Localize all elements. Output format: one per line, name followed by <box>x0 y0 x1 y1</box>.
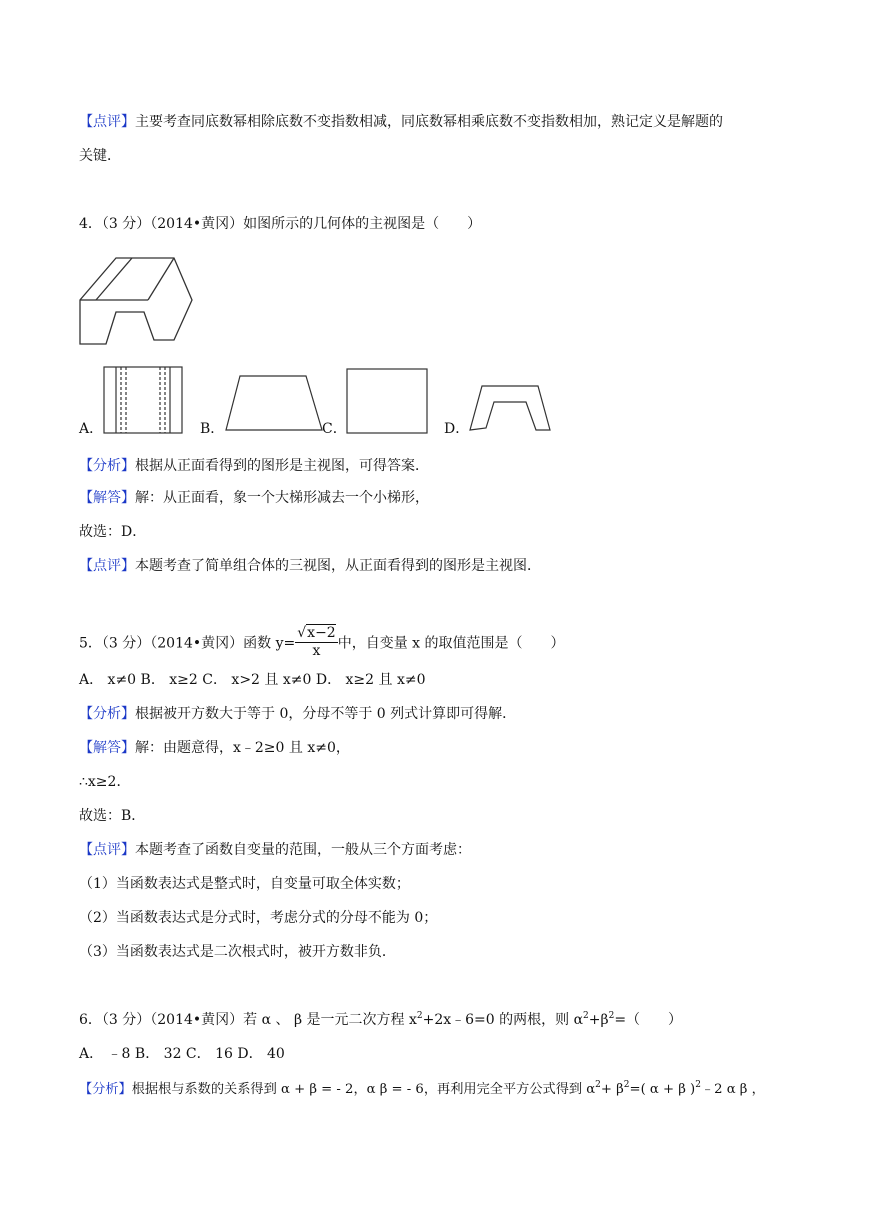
sqrt-icon: √ <box>297 625 307 641</box>
q5-review: 【点评】本题考查了函数自变量的范围，一般从三个方面考虑： <box>79 842 471 858</box>
q5-analysis: 【分析】根据被开方数大于等于 0，分母不等于 0 列式计算即可得解． <box>79 706 517 722</box>
q4-analysis: 【分析】根据从正面看得到的图形是主视图，可得答案． <box>79 458 429 474</box>
analysis-tag: 【分析】 <box>79 458 135 474</box>
q4-option-a-label: A． <box>79 421 104 437</box>
q5-point-1: （1）当函数表达式是整式时，自变量可取全体实数； <box>79 876 410 892</box>
solution-tag: 【解答】 <box>79 490 135 506</box>
q4-review: 【点评】本题考查了简单组合体的三视图，从正面看得到的图形是主视图． <box>79 558 541 574</box>
q6-options: A． ﹣8 B． 32 C． 16 D． 40 <box>79 1046 285 1062</box>
analysis-tag: 【分析】 <box>79 706 135 722</box>
q4-choice: 故选：D． <box>79 524 147 540</box>
q3-review-line1 <box>79 112 723 132</box>
q4-stem: 4．（3 分）（2014•黄冈）如图所示的几何体的主视图是（ ） <box>79 216 482 232</box>
q5-therefore: ∴x≥2． <box>79 774 131 790</box>
q4-option-b-figure <box>224 374 324 432</box>
q5-solution: 【解答】解：由题意得，x﹣2≥0 且 x≠0， <box>79 740 350 756</box>
review-tag: 【点评】 <box>79 114 135 130</box>
review-tag: 【点评】 <box>79 558 135 574</box>
q4-option-b-label: B． <box>200 421 225 437</box>
q4-option-d-figure <box>468 382 552 432</box>
q4-solution: 【解答】解：从正面看，象一个大梯形减去一个小梯形， <box>79 490 429 506</box>
q3-review-line2: 关键． <box>79 148 121 164</box>
solution-tag: 【解答】 <box>79 740 135 756</box>
q3-review-text: 主要考查同底数幂相除底数不变指数相减，同底数幂相乘底数不变指数相加，熟记定义是解题的 <box>135 114 723 130</box>
q4-solid-figure <box>78 252 196 346</box>
q4-option-c-label: C． <box>322 421 347 437</box>
q5-choice: 故选：B． <box>79 808 146 824</box>
q4-option-d-label: D． <box>444 421 470 437</box>
q5-point-3: （3）当函数表达式是二次根式时，被开方数非负． <box>79 944 396 960</box>
q5-point-2: （2）当函数表达式是分式时，考虑分式的分母不能为 0； <box>79 910 438 926</box>
q5-fraction: $\frac{√x-2}{x}$ <box>297 625 336 659</box>
q4-option-c-figure <box>346 368 428 434</box>
q4-option-a-figure <box>103 366 183 434</box>
q6-analysis: 【分析】根据根与系数的关系得到 α + β = - 2，α β = - 6，再利用完全平方公式得到 $\alpha^2+ \beta^2=$( α + β )$^2$﹣2 α β ， <box>79 1080 765 1097</box>
q5-options: A． x≠0 B． x≥2 C． x>2 且 x≠0 D． x≥2 且 x≠0 <box>79 672 426 688</box>
q6-stem: 6．（3 分）（2014•黄冈）若 α 、 β 是一元二次方程 $x^2+2x﹣6=0$ 的两根，则 $\alpha^2+\beta^2=$（ ） <box>79 1011 683 1028</box>
review-tag: 【点评】 <box>79 842 135 858</box>
analysis-tag: 【分析】 <box>79 1082 132 1097</box>
q5-stem: 5．（3 分）（2014•黄冈）函数 y= $\frac{√x-2}{x}$ 中，自变量 x 的取值范围是（ ） <box>79 625 565 659</box>
